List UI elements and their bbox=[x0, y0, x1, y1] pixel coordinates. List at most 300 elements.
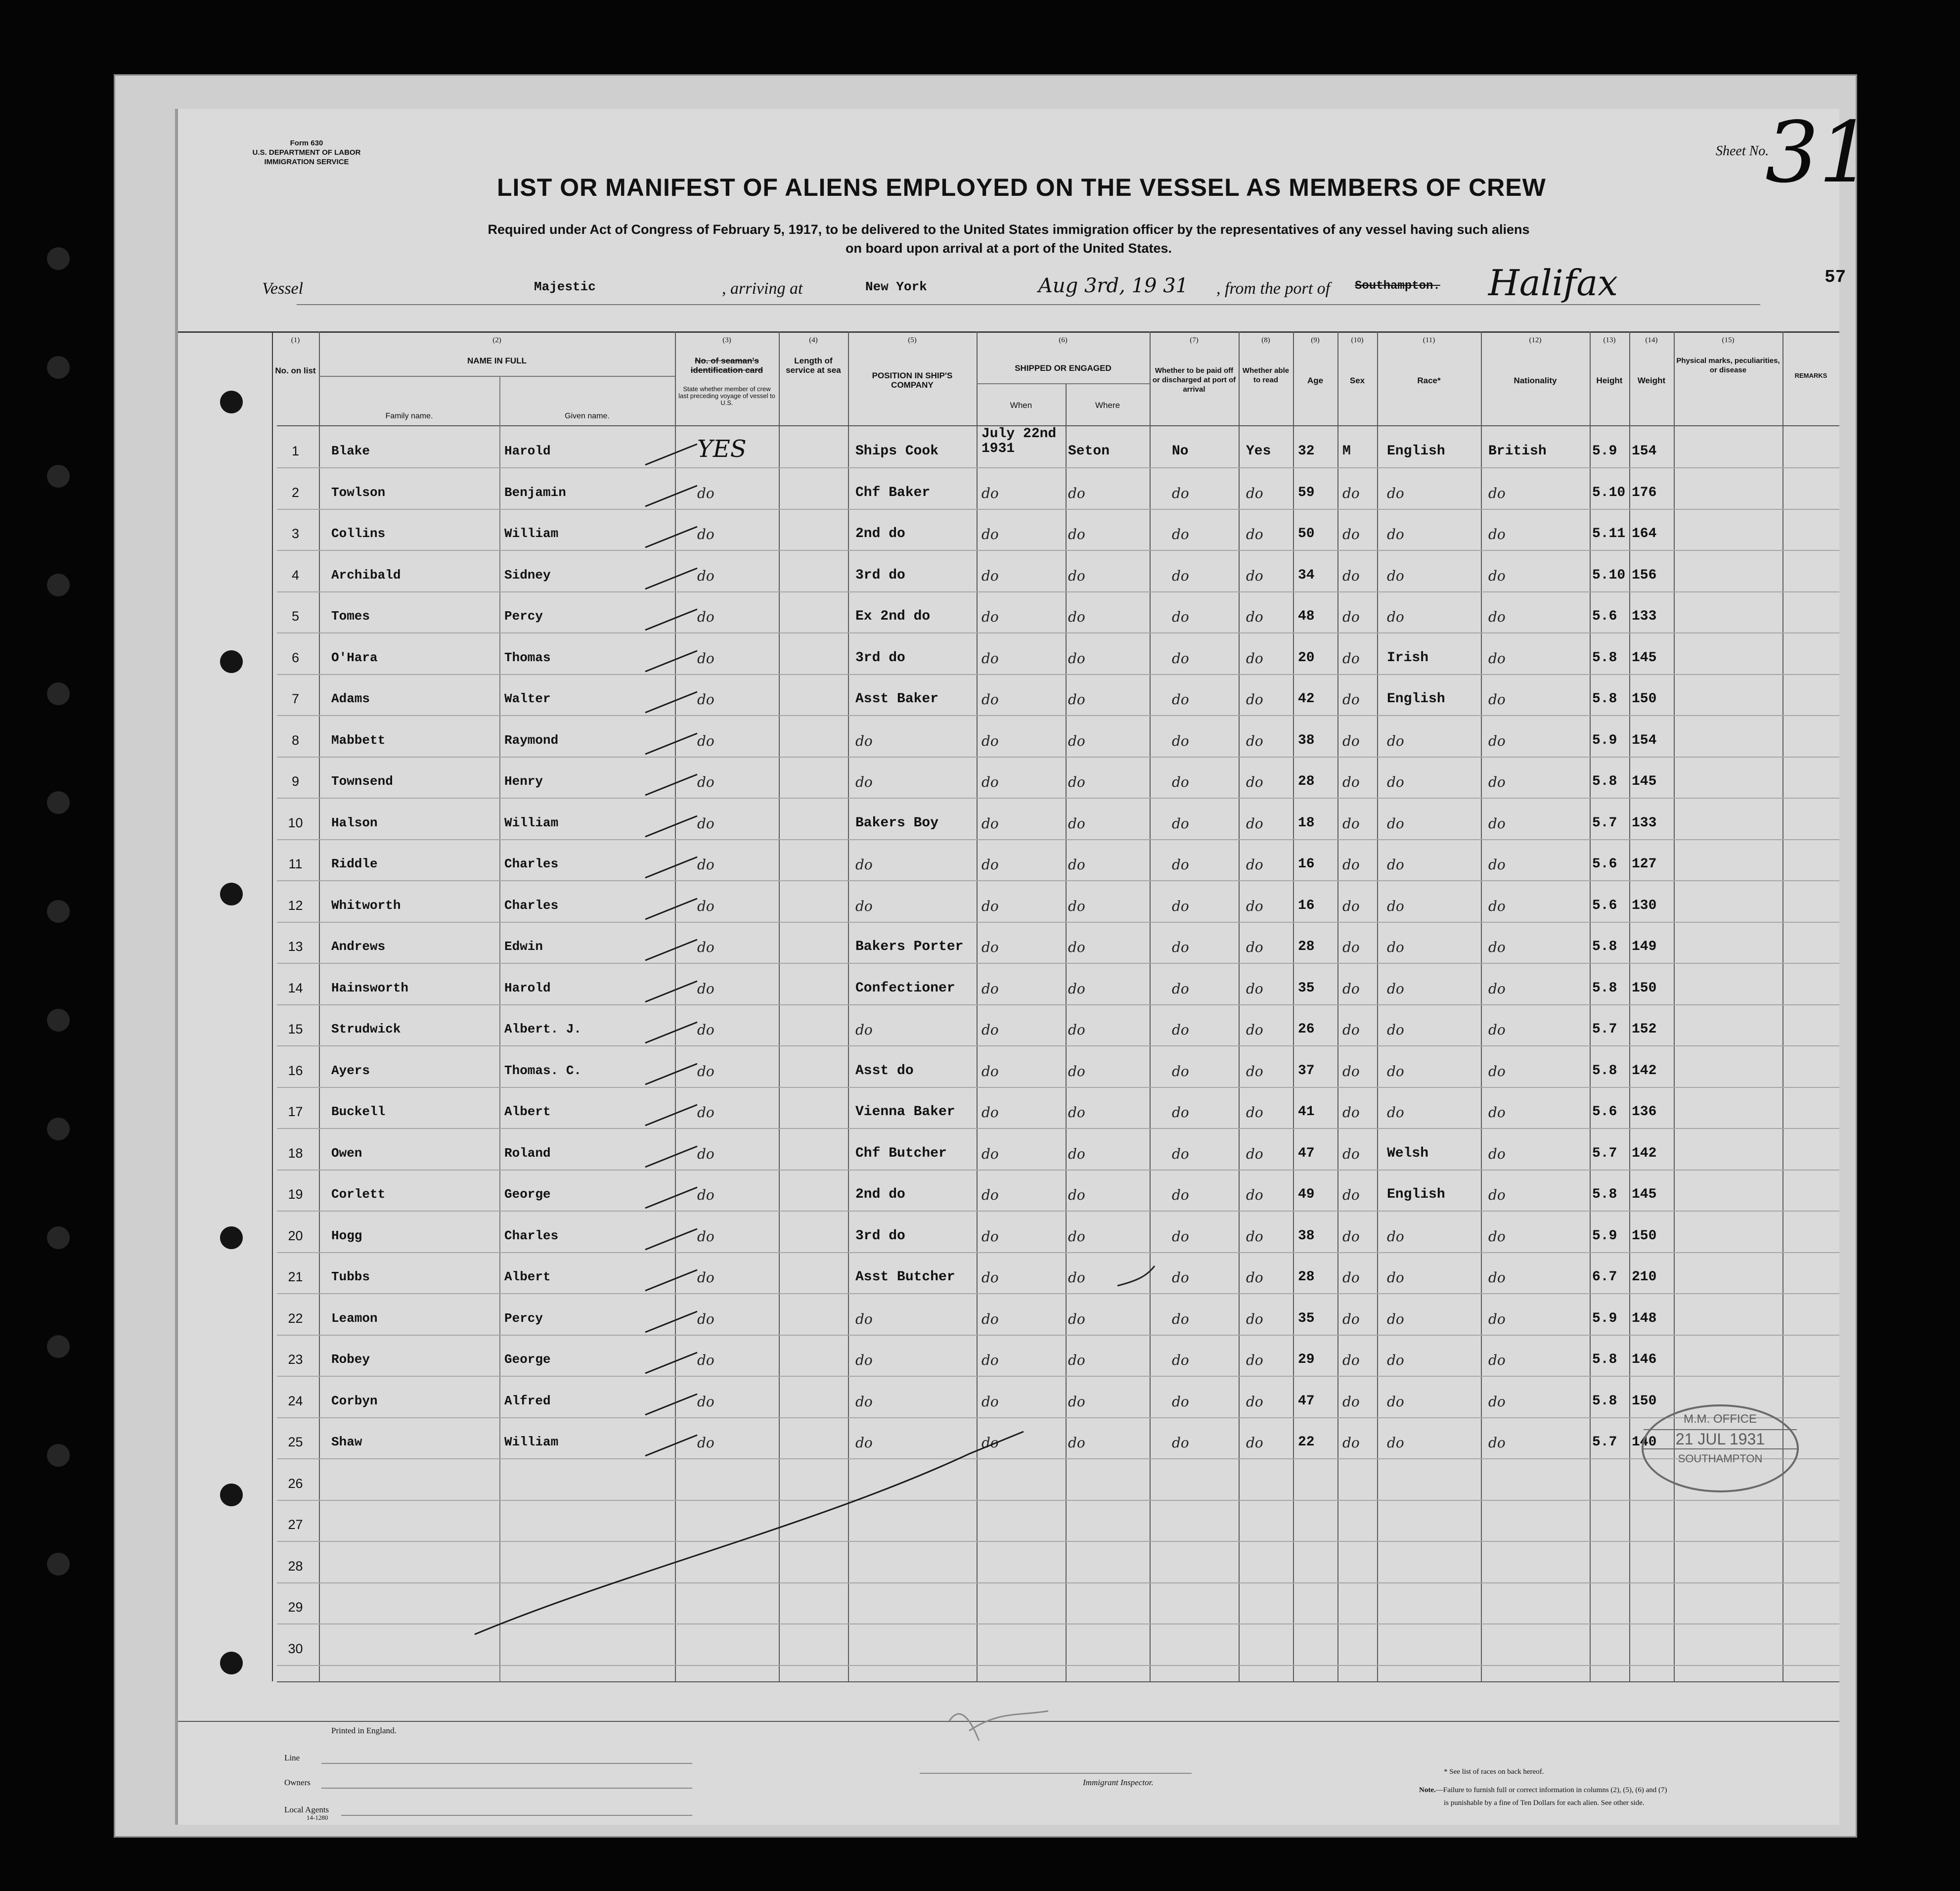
cell-card: do bbox=[697, 1104, 714, 1121]
row-number: 9 bbox=[291, 774, 300, 789]
cell-age: 28 bbox=[1298, 939, 1315, 954]
binder-hole bbox=[47, 465, 70, 488]
binder-hole bbox=[47, 1444, 70, 1467]
cell-race: do bbox=[1387, 732, 1404, 749]
cell-card: do bbox=[697, 939, 714, 955]
cell-read: do bbox=[1246, 856, 1263, 873]
cell-weight: 145 bbox=[1632, 774, 1657, 789]
cell-family: Leamon bbox=[331, 1310, 378, 1326]
arriving-label: , arriving at bbox=[722, 279, 803, 298]
cell-race: Welsh bbox=[1387, 1145, 1429, 1161]
from-port-typed: Southampton. bbox=[1355, 279, 1440, 293]
cell-family: O'Hara bbox=[331, 650, 378, 665]
cell-read: do bbox=[1246, 1187, 1263, 1203]
cell-when: do bbox=[981, 691, 999, 708]
cell-age: 50 bbox=[1298, 526, 1315, 541]
cell-read: do bbox=[1246, 1022, 1263, 1038]
cell-race: do bbox=[1387, 774, 1404, 790]
cell-age: 41 bbox=[1298, 1104, 1315, 1120]
cell-given: Charles bbox=[504, 898, 559, 913]
cell-read: do bbox=[1246, 650, 1263, 667]
cell-card: do bbox=[697, 1310, 714, 1327]
cell-sex: do bbox=[1342, 650, 1360, 667]
cell-nat: do bbox=[1488, 1104, 1506, 1121]
cell-sex: do bbox=[1342, 1022, 1360, 1038]
col-number: (1) bbox=[291, 336, 300, 344]
cell-nat: do bbox=[1488, 980, 1506, 997]
cell-weight: 210 bbox=[1632, 1269, 1657, 1285]
cell-when: do bbox=[981, 485, 999, 501]
row-number: 8 bbox=[291, 732, 300, 748]
cell-position: Confectioner bbox=[855, 980, 955, 996]
col-number: (2) bbox=[492, 336, 501, 344]
cell-position: do bbox=[855, 1022, 873, 1038]
cell-when: do bbox=[981, 1187, 999, 1203]
cell-race: do bbox=[1387, 1435, 1404, 1451]
cell-height: 5.8 bbox=[1592, 774, 1617, 789]
cell-when: do bbox=[981, 815, 999, 832]
cell-position: Asst Butcher bbox=[855, 1269, 955, 1285]
cell-paid: do bbox=[1172, 1022, 1189, 1038]
cell-given: Albert bbox=[504, 1104, 551, 1119]
cell-where: do bbox=[1068, 1352, 1085, 1368]
col-heading-remarks: REMARKS bbox=[1794, 372, 1827, 379]
cell-sex: do bbox=[1342, 1269, 1360, 1286]
cell-when: do bbox=[981, 980, 999, 997]
cell-given: Raymond bbox=[504, 732, 559, 748]
cell-family: Adams bbox=[331, 691, 370, 706]
printed-note: Printed in England. bbox=[331, 1726, 397, 1735]
cell-position: Ships Cook bbox=[855, 444, 939, 459]
cell-sex: do bbox=[1342, 485, 1360, 501]
row-number: 17 bbox=[288, 1104, 303, 1119]
cell-weight: 136 bbox=[1632, 1104, 1657, 1120]
cell-paid: do bbox=[1172, 1187, 1189, 1203]
cell-given: Thomas bbox=[504, 650, 551, 665]
cell-where: do bbox=[1068, 1228, 1085, 1245]
cell-read: do bbox=[1246, 1393, 1263, 1410]
cell-height: 5.7 bbox=[1592, 1145, 1617, 1161]
cell-age: 16 bbox=[1298, 898, 1315, 913]
cell-sex: do bbox=[1342, 1310, 1360, 1327]
col-number: (8) bbox=[1261, 336, 1270, 344]
col-heading-read: Whether able to read bbox=[1242, 366, 1290, 384]
cell-where: do bbox=[1068, 939, 1085, 955]
cell-nat: do bbox=[1488, 898, 1506, 914]
cell-paid: do bbox=[1172, 485, 1189, 501]
cell-weight: 142 bbox=[1632, 1145, 1657, 1161]
cell-nat: do bbox=[1488, 1435, 1506, 1451]
cell-nat: do bbox=[1488, 1310, 1506, 1327]
service-name: IMMIGRATION SERVICE bbox=[264, 158, 349, 166]
cell-weight: 130 bbox=[1632, 898, 1657, 913]
penalty-note-2: is punishable by a fine of Ten Dollars for each alien. See other side. bbox=[1444, 1799, 1645, 1807]
col-heading-service: Length of service at sea bbox=[786, 356, 841, 375]
cell-read: do bbox=[1246, 1228, 1263, 1245]
cell-height: 5.8 bbox=[1592, 650, 1617, 666]
cell-sex: do bbox=[1342, 567, 1360, 584]
cell-position: 3rd do bbox=[855, 1228, 905, 1244]
cell-nat: do bbox=[1488, 1022, 1506, 1038]
from-port-label: , from the port of bbox=[1216, 279, 1331, 298]
cell-when: do bbox=[981, 1104, 999, 1121]
cell-family: Tomes bbox=[331, 609, 370, 624]
line-label: Line bbox=[284, 1753, 300, 1762]
cell-given: William bbox=[504, 815, 559, 830]
cell-race: do bbox=[1387, 1228, 1404, 1245]
row-number: 29 bbox=[288, 1600, 303, 1615]
cell-family: Owen bbox=[331, 1145, 362, 1161]
binder-hole bbox=[47, 356, 70, 379]
cell-nat: do bbox=[1488, 939, 1506, 955]
cell-paid: do bbox=[1172, 815, 1189, 832]
cell-given: Albert. J. bbox=[504, 1022, 582, 1036]
cell-nat: do bbox=[1488, 1063, 1506, 1080]
cell-sex: do bbox=[1342, 939, 1360, 955]
row-number: 19 bbox=[288, 1187, 303, 1202]
cell-height: 5.9 bbox=[1592, 1310, 1617, 1326]
cell-paid: do bbox=[1172, 1145, 1189, 1162]
cell-height: 5.11 bbox=[1592, 526, 1626, 541]
cell-nat: do bbox=[1488, 485, 1506, 501]
cell-read: do bbox=[1246, 526, 1263, 542]
cell-height: 5.9 bbox=[1592, 444, 1617, 459]
cell-race: do bbox=[1387, 609, 1404, 625]
cell-weight: 140 bbox=[1632, 1435, 1657, 1450]
cell-sex: do bbox=[1342, 856, 1360, 873]
cell-read: do bbox=[1246, 485, 1263, 501]
cell-age: 48 bbox=[1298, 609, 1315, 624]
col-number: (5) bbox=[908, 336, 917, 344]
cell-sex: do bbox=[1342, 1352, 1360, 1368]
cell-position: Chf Butcher bbox=[855, 1145, 947, 1161]
cell-where: do bbox=[1068, 567, 1085, 584]
arrival-date: Aug 3rd, 19 31 bbox=[1038, 274, 1189, 297]
cell-where: do bbox=[1068, 1145, 1085, 1162]
cell-age: 22 bbox=[1298, 1435, 1315, 1450]
cell-family: Mabbett bbox=[331, 732, 386, 748]
mm-office-stamp bbox=[1642, 1404, 1799, 1492]
cell-card: do bbox=[697, 650, 714, 667]
cell-sex: do bbox=[1342, 980, 1360, 997]
row-number: 14 bbox=[288, 980, 303, 995]
cell-age: 59 bbox=[1298, 485, 1315, 500]
row-number: 24 bbox=[288, 1393, 303, 1408]
col-heading-height: Height bbox=[1596, 376, 1623, 385]
cell-weight: 150 bbox=[1632, 1228, 1657, 1244]
row-number: 4 bbox=[291, 567, 300, 583]
cell-race: do bbox=[1387, 1022, 1404, 1038]
cell-age: 20 bbox=[1298, 650, 1315, 666]
cell-paid: do bbox=[1172, 1228, 1189, 1245]
col-heading-name: NAME IN FULL bbox=[467, 356, 527, 365]
cell-family: Towlson bbox=[331, 485, 386, 500]
cell-weight: 154 bbox=[1632, 444, 1657, 459]
cell-nat: British bbox=[1488, 444, 1547, 459]
cell-when: do bbox=[981, 1145, 999, 1162]
cell-when: do bbox=[981, 1022, 999, 1038]
cell-sex: do bbox=[1342, 1393, 1360, 1410]
cell-sex: do bbox=[1342, 732, 1360, 749]
arrival-port: New York bbox=[865, 279, 927, 294]
local-agents-label: Local Agents bbox=[284, 1805, 329, 1814]
col-sub-given: Given name. bbox=[565, 412, 610, 420]
cell-weight: 150 bbox=[1632, 691, 1657, 707]
stamp-top-text: M.M. OFFICE bbox=[1684, 1412, 1757, 1426]
cell-card: do bbox=[697, 1022, 714, 1038]
cell-card: do bbox=[697, 1269, 714, 1286]
cell-where: do bbox=[1068, 732, 1085, 749]
row-number: 3 bbox=[291, 526, 300, 541]
cell-nat: do bbox=[1488, 856, 1506, 873]
cell-read: do bbox=[1246, 1435, 1263, 1451]
cell-position: Vienna Baker bbox=[855, 1104, 955, 1120]
row-number: 2 bbox=[291, 485, 300, 500]
cell-position: Ex 2nd do bbox=[855, 609, 931, 624]
col-sub-where: Where bbox=[1095, 401, 1120, 410]
col-heading-race: Race* bbox=[1417, 376, 1441, 385]
cell-weight: 127 bbox=[1632, 856, 1657, 872]
cell-card: do bbox=[697, 1228, 714, 1245]
cell-when: do bbox=[981, 732, 999, 749]
cell-paid: do bbox=[1172, 898, 1189, 914]
row-number: 12 bbox=[288, 898, 303, 913]
cell-paid: do bbox=[1172, 691, 1189, 708]
cell-paid: do bbox=[1172, 980, 1189, 997]
cell-weight: 150 bbox=[1632, 980, 1657, 996]
col-heading-sex: Sex bbox=[1349, 376, 1365, 385]
cell-given: Benjamin bbox=[504, 485, 566, 500]
binder-hole bbox=[47, 900, 70, 923]
cell-race: do bbox=[1387, 939, 1404, 955]
row-number: 6 bbox=[291, 650, 300, 665]
col-number: (4) bbox=[809, 336, 818, 344]
cell-where: do bbox=[1068, 485, 1085, 501]
cell-read: do bbox=[1246, 1104, 1263, 1121]
cell-race: do bbox=[1387, 815, 1404, 832]
cell-card: do bbox=[697, 898, 714, 914]
binder-hole bbox=[47, 1009, 70, 1032]
row-number: 30 bbox=[288, 1641, 303, 1656]
cell-card: YES bbox=[697, 435, 747, 463]
cell-read: do bbox=[1246, 1352, 1263, 1368]
binder-hole bbox=[47, 791, 70, 814]
cell-paid: do bbox=[1172, 1310, 1189, 1327]
cell-position: Asst Baker bbox=[855, 691, 939, 707]
cell-card: do bbox=[697, 609, 714, 625]
row-number: 28 bbox=[288, 1558, 303, 1574]
agents-underline bbox=[341, 1815, 692, 1816]
cell-when: do bbox=[981, 650, 999, 667]
cell-height: 5.10 bbox=[1592, 567, 1626, 583]
cell-nat: do bbox=[1488, 815, 1506, 832]
cell-read: do bbox=[1246, 691, 1263, 708]
page-number: 57 bbox=[1825, 267, 1846, 287]
col-heading-weight: Weight bbox=[1637, 376, 1666, 385]
col-number: (12) bbox=[1529, 336, 1542, 344]
cell-nat: do bbox=[1488, 1187, 1506, 1203]
cell-paid: do bbox=[1172, 1435, 1189, 1451]
cell-age: 47 bbox=[1298, 1393, 1315, 1409]
cell-nat: do bbox=[1488, 1269, 1506, 1286]
cell-family: Corlett bbox=[331, 1187, 386, 1202]
cell-card: do bbox=[697, 485, 714, 501]
cell-position: do bbox=[855, 1310, 873, 1327]
cell-sex: do bbox=[1342, 815, 1360, 832]
cell-where: do bbox=[1068, 1393, 1085, 1410]
cell-race: English bbox=[1387, 1187, 1445, 1202]
row-number: 27 bbox=[288, 1517, 303, 1532]
stamp-date: 21 JUL 1931 bbox=[1644, 1429, 1797, 1449]
cell-family: Andrews bbox=[331, 939, 386, 954]
cell-read: do bbox=[1246, 1269, 1263, 1286]
cell-where: do bbox=[1068, 815, 1085, 832]
cell-given: William bbox=[504, 1435, 559, 1449]
col-heading-nationality: Nationality bbox=[1514, 376, 1557, 385]
cell-given: Percy bbox=[504, 1310, 543, 1326]
cell-sex: do bbox=[1342, 1228, 1360, 1245]
manifest-title: LIST OR MANIFEST OF ALIENS EMPLOYED ON THE VESSEL AS MEMBERS OF CREW bbox=[497, 174, 1546, 201]
cell-sex: do bbox=[1342, 1104, 1360, 1121]
cell-where: do bbox=[1068, 1269, 1085, 1286]
cell-where: do bbox=[1068, 1310, 1085, 1327]
cell-when: July 22nd 1931 bbox=[981, 426, 1057, 456]
cell-where: do bbox=[1068, 526, 1085, 542]
cell-given: Walter bbox=[504, 691, 551, 706]
cell-given: Harold bbox=[504, 980, 551, 995]
cell-weight: 150 bbox=[1632, 1393, 1657, 1409]
sheet-number: 31 bbox=[1765, 104, 1872, 202]
cell-where: do bbox=[1068, 691, 1085, 708]
cell-where: do bbox=[1068, 609, 1085, 625]
row-number: 7 bbox=[291, 691, 300, 706]
cell-where: do bbox=[1068, 898, 1085, 914]
cell-card: do bbox=[697, 1063, 714, 1080]
cell-read: do bbox=[1246, 1063, 1263, 1080]
manifest-subtitle: Required under Act of Congress of February 5, 1917, to be delivered to the United States immigration officer by the representatives of any vessel having such aliens on board upon arrival at a port of the United States. bbox=[488, 222, 1530, 256]
cell-family: Hainsworth bbox=[331, 980, 409, 995]
cell-family: Robey bbox=[331, 1352, 370, 1367]
cell-where: do bbox=[1068, 1435, 1085, 1451]
cell-sex: do bbox=[1342, 898, 1360, 914]
cell-race: do bbox=[1387, 856, 1404, 873]
row-number: 26 bbox=[288, 1476, 303, 1491]
line-underline bbox=[321, 1763, 692, 1764]
cell-family: Tubbs bbox=[331, 1269, 370, 1284]
cell-height: 5.8 bbox=[1592, 691, 1617, 707]
row-number: 10 bbox=[288, 815, 303, 830]
vessel-label: Vessel bbox=[262, 279, 304, 298]
cell-family: Townsend bbox=[331, 774, 393, 789]
cell-height: 5.10 bbox=[1592, 485, 1626, 500]
cell-card: do bbox=[697, 774, 714, 790]
cell-position: do bbox=[855, 898, 873, 914]
cell-read: do bbox=[1246, 567, 1263, 584]
cell-nat: do bbox=[1488, 1145, 1506, 1162]
col-number: (15) bbox=[1722, 336, 1735, 344]
cell-family: Buckell bbox=[331, 1104, 386, 1119]
cell-age: 32 bbox=[1298, 444, 1315, 459]
cell-height: 5.9 bbox=[1592, 1228, 1617, 1244]
col-number: (14) bbox=[1645, 336, 1658, 344]
cell-height: 6.7 bbox=[1592, 1269, 1617, 1285]
cell-paid: do bbox=[1172, 1269, 1189, 1286]
cell-race: do bbox=[1387, 485, 1404, 501]
owners-label: Owners bbox=[284, 1778, 311, 1787]
cell-position: do bbox=[855, 1352, 873, 1368]
cell-read: do bbox=[1246, 939, 1263, 955]
cell-card: do bbox=[697, 1352, 714, 1368]
cell-height: 5.8 bbox=[1592, 939, 1617, 954]
cell-family: Blake bbox=[331, 444, 370, 458]
department-name: U.S. DEPARTMENT OF LABOR bbox=[252, 148, 361, 157]
cell-race: do bbox=[1387, 1310, 1404, 1327]
cell-weight: 145 bbox=[1632, 1187, 1657, 1202]
cell-card: do bbox=[697, 856, 714, 873]
cell-weight: 149 bbox=[1632, 939, 1657, 954]
row-number: 15 bbox=[288, 1022, 303, 1036]
cell-card: do bbox=[697, 526, 714, 542]
cell-sex: do bbox=[1342, 774, 1360, 790]
cell-where: do bbox=[1068, 1022, 1085, 1038]
cell-race: do bbox=[1387, 1063, 1404, 1080]
cell-where: Seton bbox=[1068, 444, 1110, 459]
col-sub-when: When bbox=[1010, 401, 1032, 410]
cell-age: 35 bbox=[1298, 1310, 1315, 1326]
cell-position: 2nd do bbox=[855, 1187, 905, 1202]
cell-when: do bbox=[981, 526, 999, 542]
cell-family: Corbyn bbox=[331, 1393, 378, 1408]
manifest-sheet bbox=[178, 104, 1872, 1825]
col-heading-paid: Whether to be paid off or discharged at port of arrival bbox=[1152, 366, 1236, 394]
cell-height: 5.7 bbox=[1592, 1022, 1617, 1037]
cell-race: English bbox=[1387, 691, 1445, 707]
cell-nat: do bbox=[1488, 526, 1506, 542]
binder-hole bbox=[47, 247, 70, 270]
cell-sex: do bbox=[1342, 1187, 1360, 1203]
cell-height: 5.8 bbox=[1592, 980, 1617, 996]
cell-card: do bbox=[697, 1393, 714, 1410]
cell-family: Shaw bbox=[331, 1435, 362, 1449]
races-note: * See list of races on back hereof. bbox=[1444, 1768, 1544, 1776]
row-number: 18 bbox=[288, 1145, 303, 1161]
pencil-strokes bbox=[178, 109, 1839, 1825]
cell-when: do bbox=[981, 898, 999, 914]
cell-read: do bbox=[1246, 774, 1263, 790]
cell-age: 42 bbox=[1298, 691, 1315, 707]
sheet-label: Sheet No. bbox=[1716, 143, 1769, 159]
cell-card: do bbox=[697, 1145, 714, 1162]
cell-paid: No bbox=[1172, 444, 1189, 459]
binder-hole bbox=[47, 574, 70, 596]
cell-when: do bbox=[981, 939, 999, 955]
cell-paid: do bbox=[1172, 526, 1189, 542]
col-heading-shipped: SHIPPED OR ENGAGED bbox=[1015, 363, 1112, 373]
cell-given: George bbox=[504, 1187, 551, 1202]
cell-paid: do bbox=[1172, 856, 1189, 873]
cell-family: Archibald bbox=[331, 567, 401, 583]
cell-position: Bakers Boy bbox=[855, 815, 939, 831]
cell-race: do bbox=[1387, 1393, 1404, 1410]
owners-underline bbox=[321, 1788, 692, 1789]
cell-weight: 154 bbox=[1632, 732, 1657, 748]
row-number: 1 bbox=[291, 444, 300, 458]
cell-weight: 133 bbox=[1632, 609, 1657, 624]
cell-read: do bbox=[1246, 609, 1263, 625]
cell-when: do bbox=[981, 1352, 999, 1368]
cell-paid: do bbox=[1172, 567, 1189, 584]
cell-nat: do bbox=[1488, 567, 1506, 584]
